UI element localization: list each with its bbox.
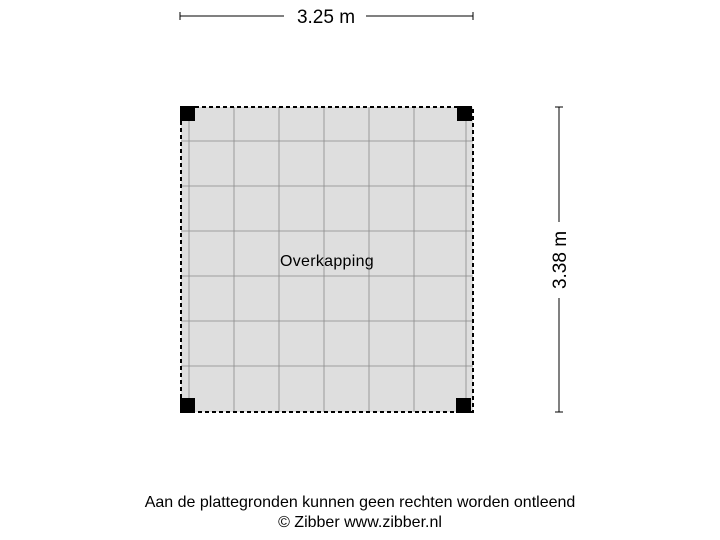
height-dimension-label: 3.38 m [550,230,571,290]
room-label: Overkapping [279,253,375,270]
room-overkapping [180,106,473,413]
corner-post-bottom-right [456,398,471,413]
disclaimer-text: Aan de plattegronden kunnen geen rechten worden ontleend [144,494,576,511]
height-dimension [550,107,571,412]
corner-post-bottom-left [180,398,195,413]
corner-post-top-left [180,106,195,121]
credit-text: © Zibber www.zibber.nl [278,514,442,531]
corner-post-top-right [457,106,472,121]
width-dimension [180,7,473,28]
width-dimension-label: 3.25 m [296,7,356,28]
